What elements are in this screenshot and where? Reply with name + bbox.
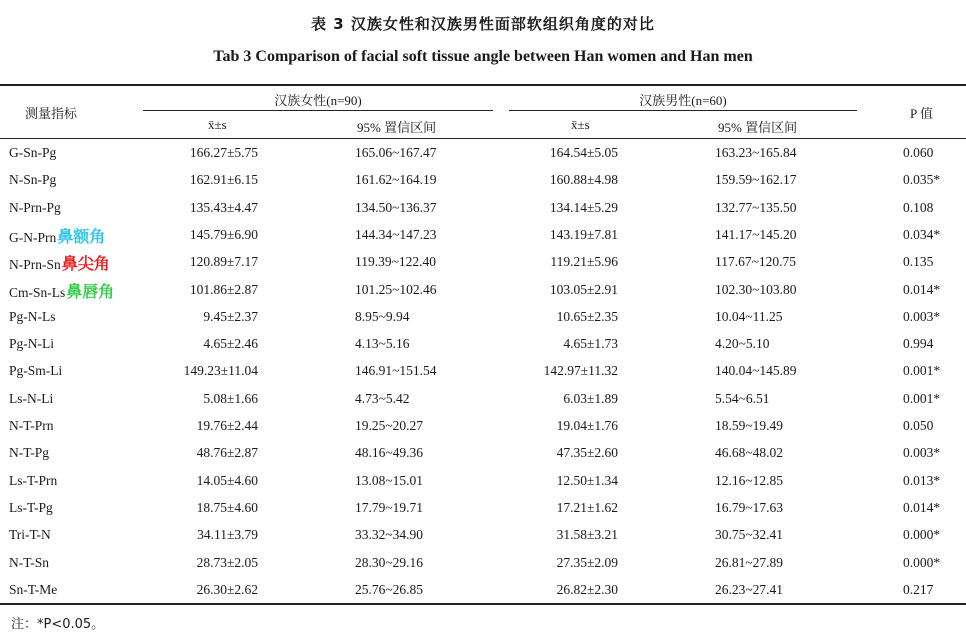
cell-f-ci: 33.32~34.90 <box>355 527 424 542</box>
measure-label: N-Prn-Sn <box>9 257 61 272</box>
cell-f-ci: 13.08~15.01 <box>355 473 424 488</box>
cell-f-ci: 146.91~151.54 <box>355 363 437 378</box>
cell-p-value: 0.001* <box>903 391 941 406</box>
cell-f-mean: 14.05±4.60 <box>196 473 258 488</box>
angle-annotation: 鼻唇角 <box>66 282 115 301</box>
cell-m-mean: 27.35±2.09 <box>556 555 618 570</box>
row-measure-name <box>9 309 56 325</box>
cell-f-ci: 4.73~5.42 <box>355 391 410 406</box>
cell-f-mean: 26.30±2.62 <box>196 582 258 597</box>
cell-f-mean: 48.76±2.87 <box>196 445 258 460</box>
cell-f-ci: 4.13~5.16 <box>355 336 410 351</box>
measure-label: N-T-Prn <box>9 418 54 433</box>
cell-m-ci: 140.04~145.89 <box>715 363 797 378</box>
cell-m-ci: 26.81~27.89 <box>715 555 784 570</box>
cell-p-value: 0.108 <box>903 200 934 215</box>
cell-f-mean: 135.43±4.47 <box>189 200 258 215</box>
angle-annotation: 鼻尖角 <box>61 254 110 273</box>
cell-f-mean: 145.79±6.90 <box>189 227 258 242</box>
cell-m-mean: 142.97±11.32 <box>543 363 618 378</box>
cell-p-value: 0.034* <box>903 227 941 242</box>
cell-m-mean: 119.21±5.96 <box>550 254 618 269</box>
cell-f-mean: 19.76±2.44 <box>196 418 258 433</box>
cell-p-value: 0.014* <box>903 282 941 297</box>
row-measure-name <box>9 527 51 543</box>
cell-m-ci: 16.79~17.63 <box>715 500 784 515</box>
cell-f-mean: 34.11±3.79 <box>197 527 258 542</box>
measure-label: Sn-T-Me <box>9 582 58 597</box>
cell-f-ci: 17.79~19.71 <box>355 500 424 515</box>
cell-p-value: 0.035* <box>903 172 941 187</box>
cell-m-mean: 10.65±2.35 <box>556 309 618 324</box>
row-measure-name <box>9 473 57 489</box>
cell-m-ci: 30.75~32.41 <box>715 527 784 542</box>
cell-m-ci: 46.68~48.02 <box>715 445 784 460</box>
cell-m-ci: 102.30~103.80 <box>715 282 797 297</box>
row-measure-name <box>9 363 62 379</box>
measure-label: Cm-Sn-Ls <box>9 285 66 300</box>
row-measure-name <box>9 279 114 302</box>
measure-label: Ls-T-Prn <box>9 473 58 488</box>
table-title-chinese: 表 3 汉族女性和汉族男性面部软组织角度的对比 <box>311 15 655 33</box>
header-men-mean-sd: x̄±s <box>571 117 590 132</box>
cell-p-value: 0.135 <box>903 254 934 269</box>
men-group-underline <box>509 110 857 111</box>
cell-f-mean: 18.75±4.60 <box>196 500 258 515</box>
cell-m-ci: 4.20~5.10 <box>715 336 770 351</box>
cell-f-ci: 48.16~49.36 <box>355 445 424 460</box>
angle-annotation: 鼻额角 <box>57 227 106 246</box>
header-men-ci: 95% 置信区间 <box>718 120 798 135</box>
cell-f-mean: 101.86±2.87 <box>189 282 258 297</box>
cell-f-ci: 25.76~26.85 <box>355 582 424 597</box>
measure-label: N-Sn-Pg <box>9 172 57 187</box>
measure-label: Pg-N-Li <box>9 336 54 351</box>
measure-label: Ls-T-Pg <box>9 500 53 515</box>
cell-m-ci: 12.16~12.85 <box>715 473 784 488</box>
cell-m-mean: 17.21±1.62 <box>556 500 618 515</box>
measure-label: Ls-N-Li <box>9 391 54 406</box>
row-measure-name <box>9 172 56 188</box>
cell-m-ci: 163.23~165.84 <box>715 145 797 160</box>
cell-m-mean: 19.04±1.76 <box>556 418 618 433</box>
cell-p-value: 0.994 <box>903 336 934 351</box>
cell-p-value: 0.014* <box>903 500 941 515</box>
bottom-rule <box>0 603 966 605</box>
cell-m-mean: 143.19±7.81 <box>549 227 618 242</box>
cell-m-ci: 141.17~145.20 <box>715 227 797 242</box>
row-measure-name <box>9 336 54 352</box>
row-measure-name <box>9 418 54 434</box>
cell-f-mean: 9.45±2.37 <box>203 309 258 324</box>
row-measure-name <box>9 445 49 461</box>
row-measure-name <box>9 224 105 247</box>
cell-m-ci: 5.54~6.51 <box>715 391 770 406</box>
cell-f-mean: 149.23±11.04 <box>183 363 258 378</box>
measure-label: Pg-N-Ls <box>9 309 56 324</box>
measure-label: N-Prn-Pg <box>9 200 61 215</box>
measure-label: Pg-Sm-Li <box>9 363 63 378</box>
cell-m-ci: 26.23~27.41 <box>715 582 784 597</box>
cell-f-ci: 144.34~147.23 <box>355 227 437 242</box>
cell-m-mean: 103.05±2.91 <box>549 282 618 297</box>
cell-p-value: 0.000* <box>903 527 941 542</box>
cell-p-value: 0.003* <box>903 309 941 324</box>
measure-label: Tri-T-N <box>9 527 51 542</box>
cell-m-mean: 160.88±4.98 <box>549 172 618 187</box>
cell-p-value: 0.003* <box>903 445 941 460</box>
cell-m-mean: 47.35±2.60 <box>556 445 618 460</box>
measure-label: N-T-Sn <box>9 555 50 570</box>
cell-p-value: 0.000* <box>903 555 941 570</box>
cell-p-value: 0.050 <box>903 418 934 433</box>
cell-m-ci: 10.04~11.25 <box>715 309 783 324</box>
header-women-mean-sd: x̄±s <box>208 117 227 132</box>
cell-f-ci: 165.06~167.47 <box>355 145 437 160</box>
cell-m-mean: 12.50±1.34 <box>556 473 618 488</box>
cell-m-ci: 132.77~135.50 <box>715 200 797 215</box>
row-measure-name <box>9 251 110 274</box>
cell-f-mean: 162.91±6.15 <box>189 172 258 187</box>
cell-p-value: 0.060 <box>903 145 934 160</box>
cell-f-mean: 5.08±1.66 <box>203 391 258 406</box>
cell-f-ci: 161.62~164.19 <box>355 172 437 187</box>
cell-f-ci: 134.50~136.37 <box>355 200 437 215</box>
cell-f-mean: 28.73±2.05 <box>196 555 258 570</box>
header-group-women: 汉族女性(n=90) <box>274 93 362 108</box>
cell-f-mean: 4.65±2.46 <box>203 336 258 351</box>
cell-f-ci: 28.30~29.16 <box>355 555 424 570</box>
top-rule <box>0 84 966 86</box>
cell-f-mean: 120.89±7.17 <box>189 254 258 269</box>
cell-m-ci: 159.59~162.17 <box>715 172 797 187</box>
row-measure-name <box>9 200 61 216</box>
measure-label: G-N-Prn <box>9 230 57 245</box>
row-measure-name <box>9 582 57 598</box>
table-footnote: 注：*P<0.05。 <box>11 617 105 632</box>
cell-f-mean: 166.27±5.75 <box>189 145 258 160</box>
women-group-underline <box>143 110 493 111</box>
cell-f-ci: 8.95~9.94 <box>355 309 410 324</box>
row-measure-name <box>9 145 56 161</box>
header-women-ci: 95% 置信区间 <box>357 120 437 135</box>
cell-p-value: 0.013* <box>903 473 941 488</box>
cell-f-ci: 101.25~102.46 <box>355 282 437 297</box>
measure-label: G-Sn-Pg <box>9 145 57 160</box>
measure-label: N-T-Pg <box>9 445 50 460</box>
cell-p-value: 0.217 <box>903 582 934 597</box>
cell-m-mean: 164.54±5.05 <box>549 145 618 160</box>
cell-f-ci: 19.25~20.27 <box>355 418 424 433</box>
header-measure: 测量指标 <box>25 106 78 121</box>
header-bottom-rule <box>0 138 966 139</box>
cell-m-mean: 4.65±1.73 <box>563 336 618 351</box>
row-measure-name <box>9 500 53 516</box>
header-group-men: 汉族男性(n=60) <box>639 93 727 108</box>
cell-m-ci: 18.59~19.49 <box>715 418 784 433</box>
cell-m-mean: 26.82±2.30 <box>556 582 618 597</box>
cell-m-mean: 134.14±5.29 <box>549 200 618 215</box>
row-measure-name <box>9 555 49 571</box>
row-measure-name <box>9 391 53 407</box>
cell-f-ci: 119.39~122.40 <box>355 254 437 269</box>
header-p-value: P 值 <box>910 106 933 121</box>
cell-p-value: 0.001* <box>903 363 941 378</box>
cell-m-mean: 6.03±1.89 <box>563 391 618 406</box>
cell-m-ci: 117.67~120.75 <box>715 254 797 269</box>
table-title-english: Tab 3 Comparison of facial soft tissue angle between Han women and Han men <box>213 48 753 65</box>
cell-m-mean: 31.58±3.21 <box>556 527 618 542</box>
